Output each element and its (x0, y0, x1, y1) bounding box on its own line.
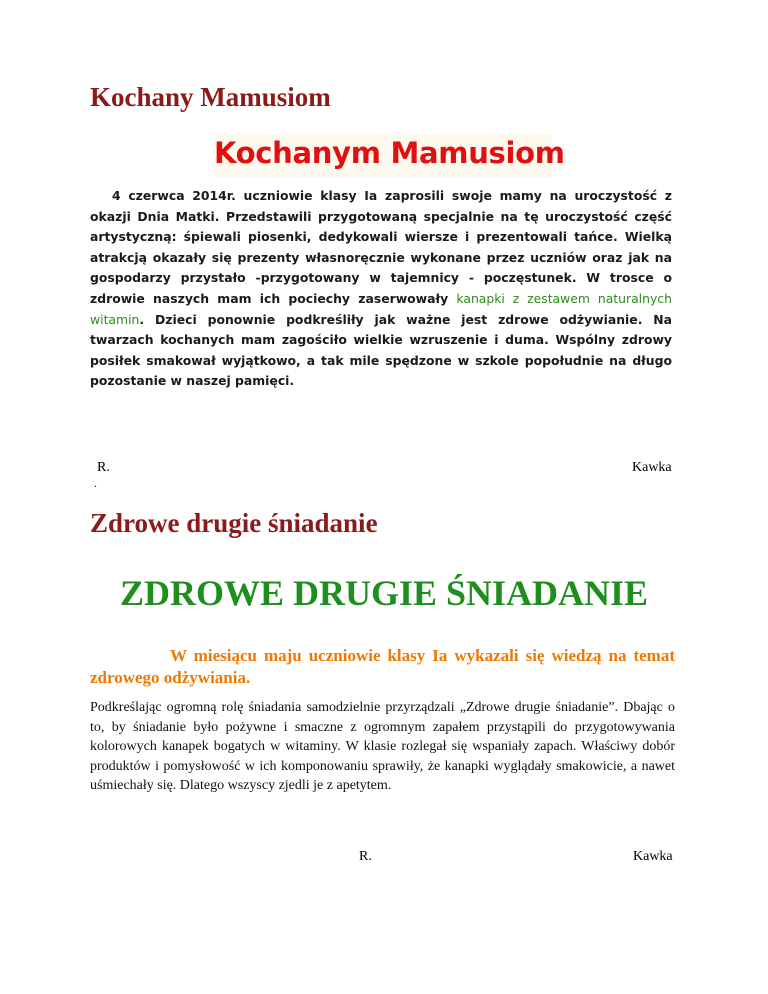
banner-title: Kochanym Mamusiom (214, 136, 565, 170)
section2-lead (90, 645, 675, 689)
paragraph-text-part1: 4 czerwca 2014r. uczniowie klasy Ia zaprosili swoje mamy na uroczystość z okazji Dnia Matki. Przedstawili przygotowaną specjalnie na tę uroczystość część artystyczną: śpiewali piosenki, dedykowali wiersze i prezentowali tańce. Wielką atrakcją okazały się prezenty własnoręcznie wykonane przez uczniów oraz jak na gospodarzy przystało -przygotowany w tajemnicy - poczęstunek. W trosce o zdrowie naszych mam ich pociechy zaserwowały (90, 188, 672, 306)
paragraph-green-text: kanapki z zestawem naturalnych witamin (90, 290, 672, 327)
signature-dot: . (94, 476, 97, 490)
signature-initial: R. (97, 460, 110, 475)
signature-name: Kawka (632, 460, 672, 475)
section1-paragraph (90, 186, 672, 392)
section2-big-title: ZDROWE DRUGIE ŚNIADANIE (119, 573, 649, 613)
section2-lead-text: W miesiącu maju uczniowie klasy Ia wykazali się wiedzą na temat zdrowego odżywiania. (90, 646, 675, 687)
section1-heading: Kochany Mamusiom (90, 82, 331, 112)
paragraph-text-part2: . Dzieci ponownie podkreśliły jak ważne jest zdrowe odżywianie. Na twarzach kochanych mam zagościło wielkie wzruszenie i duma. Wspólny zdrowy posiłek smakował wyjątkowo, a tak mile spędzone w szkole popołudnie na długo pozostanie w naszej pamięci. (90, 311, 672, 389)
signature2-name: Kawka (633, 849, 673, 864)
banner-title-box (214, 134, 565, 178)
signature2-initial: R. (359, 849, 372, 864)
section2-paragraph: Podkreślając ogromną rolę śniadania samodzielnie przyrządzali „Zdrowe drugie śniadanie”. Dbając o to, by śniadanie było pożywne i smaczne z ogromnym zapałem przystąpili do przygotowywania kolorowych kanapek bogatych w witaminy. W klasie rozlegał się wspaniały zapach. Właściwy dobór produktów i pomysłowość w ich komponowaniu sprawiły, że kanapki wyglądały smakowicie, a nawet uśmiechały się. Dlatego wszyscy zjedli je z apetytem. (90, 700, 675, 793)
section2-heading: Zdrowe drugie śniadanie (90, 508, 378, 538)
